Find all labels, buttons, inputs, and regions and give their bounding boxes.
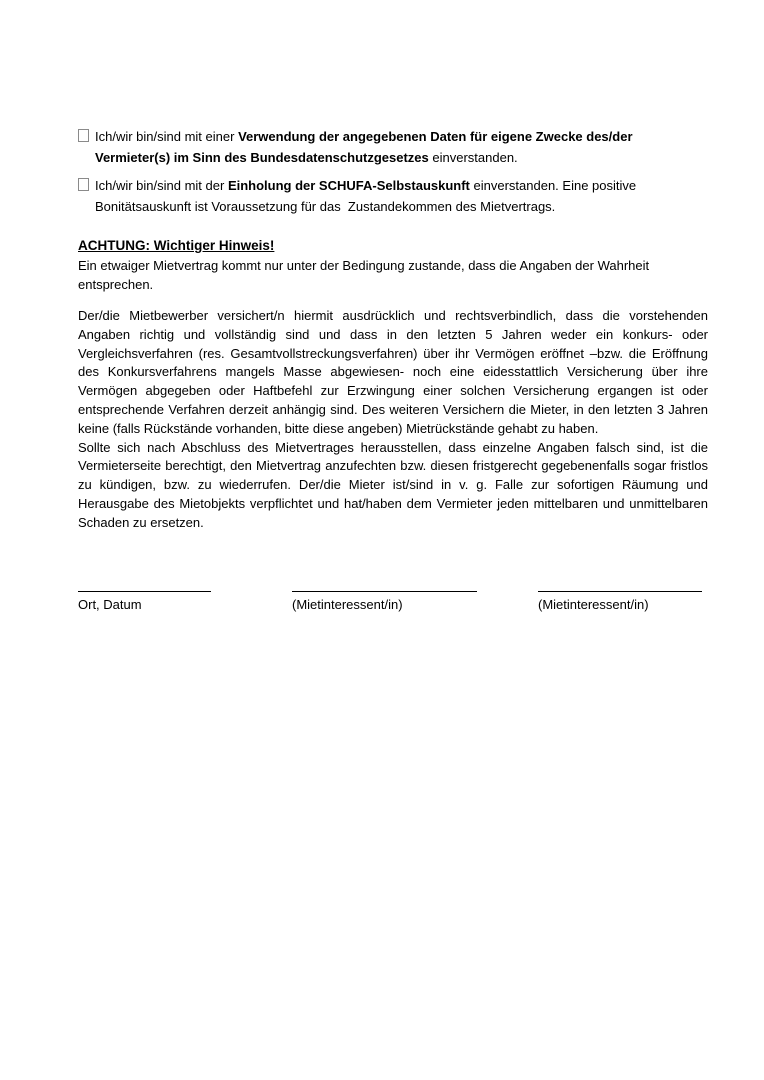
- declaration-paragraph-2: Sollte sich nach Abschluss des Mietvertrages herausstellen, dass einzelne Angaben falsch sind, ist die Vermieterseite berechtigt, den Mietvertrag anzufechten bzw. diesen fristgerecht gegebenenfalls sogar fristlos zu kündigen, bzw. zu wiederrufen. Der/die Mieter ist/sind in v. g. Falle zur sofortigen Räumung und Herausgabe des Mietobjekts verpflichtet und hat/haben dem Vermieter jeden mittelbaren und unmittelbaren Schaden zu ersetzen.: [78, 439, 708, 530]
- declaration-section: [78, 307, 708, 533]
- consent-text-schufa: [95, 175, 708, 217]
- consent-section: [78, 126, 708, 217]
- signature-block-mietinteressent-2: [538, 581, 702, 614]
- consent-pre-text: Ich/wir bin/sind mit der: [95, 178, 228, 193]
- signature-label-mietinteressent-1: (Mietinteressent/in): [292, 596, 403, 612]
- signature-line-mietinteressent-1[interactable]: [292, 581, 477, 592]
- declaration-paragraph-1: Der/die Mietbewerber versichert/n hiermit ausdrücklich und rechtsverbindlich, dass die vorstehenden Angaben richtig und vollständig sind und dass in den letzten 5 Jahren weder ein konkurs- oder Vergleichsverfahren (res. Gesamtvollstreckungsverfahren) über ihr Vermögen eröffnet –bzw. die Eröffnung des Konkursverfahrens mangels Masse abgewiesen- noch eine eidesstattlich Versicherung über ihre Vermögen abgegeben oder Haftbefehl zur Erzwingung einer solchen Versicherung ergangen ist oder entsprechende Verfahren derzeit anhängig sind. Des weiteren Versichern die Mieter, in den letzten 3 Jahren keine (falls Rückstände vorhanden, bitte diese angeben) Mietrückstände gehabt zu haben.: [78, 308, 708, 436]
- consent-pre-text: Ich/wir bin/sind mit einer: [95, 129, 239, 144]
- consent-bold-text: Einholung der SCHUFA-Selbstauskunft: [227, 178, 470, 193]
- consent-item-schufa: [78, 175, 708, 217]
- signature-section: [78, 581, 708, 627]
- notice-subline: Ein etwaiger Mietvertrag kommt nur unter der Bedingung zustande, dass die Angaben der Wahrheit entsprechen.: [78, 258, 650, 292]
- checkbox-schufa[interactable]: [78, 178, 89, 191]
- signature-label-mietinteressent-2: (Mietinteressent/in): [538, 596, 649, 612]
- consent-post-text: einverstanden. Eine positive Bonitätsauskunft ist Voraussetzung für das Zustandekommen des Mietvertrags.: [95, 178, 640, 214]
- consent-item-data-usage: [78, 126, 708, 168]
- notice-section: [78, 236, 708, 294]
- signature-line-mietinteressent-2[interactable]: [538, 581, 702, 592]
- signature-label-ort-datum: Ort, Datum: [78, 596, 142, 612]
- consent-text-data-usage: [95, 126, 708, 168]
- signature-block-ort-datum: [78, 581, 211, 614]
- consent-post-text: einverstanden.: [428, 150, 518, 165]
- consent-bold-text: Verwendung der angegebenen Daten für eigene Zwecke des/der Vermieter(s) im Sinn des Bundesdatenschutzgesetzes: [95, 129, 637, 165]
- signature-line-ort-datum[interactable]: [78, 581, 211, 592]
- checkbox-data-usage[interactable]: [78, 129, 89, 142]
- notice-heading: ACHTUNG: Wichtiger Hinweis!: [78, 238, 275, 253]
- signature-block-mietinteressent-1: [292, 581, 477, 614]
